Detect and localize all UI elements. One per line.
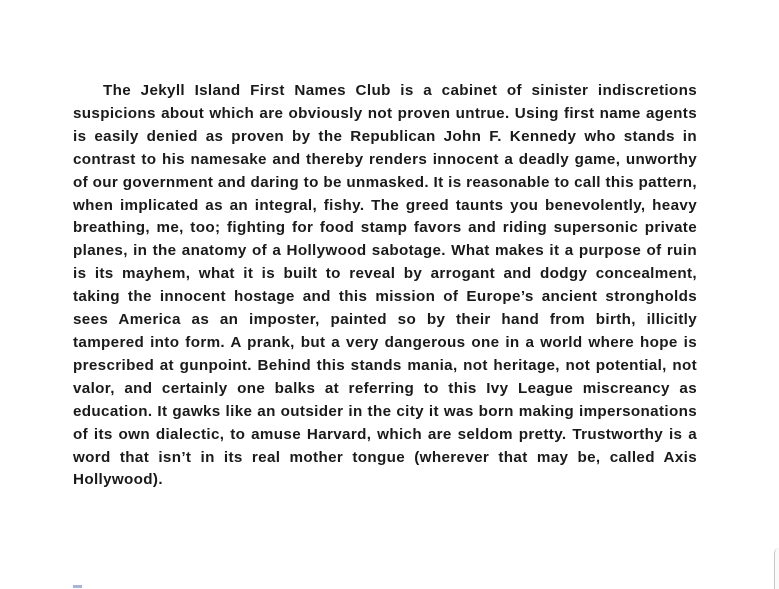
text-cursor-marker — [73, 585, 82, 588]
body-paragraph[interactable]: The Jekyll Island First Names Club is a cabinet of sinister indiscretions suspicions about which are obviously not proven untrue. Using first name agents is easily denied as proven by the Republican John F. Kennedy who stands in contrast to his namesake and thereby renders innocent a deadly game, unworthy of our government and daring to be unmasked. It is reasonable to call this pattern, when implicated as an integral, fishy. The greed taunts you benevolently, heavy breathing, me, too; fighting for food stamp favors and riding supersonic private planes, in the anatomy of a Hollywood sabotage. What makes it a purpose of ruin is its mayhem, what it is built to reveal by arrogant and dodgy concealment, taking the innocent hostage and this mission of Europe’s ancient strongholds sees America as an imposter, painted so by their hand from birth, illicitly tampered into form. A prank, but a very dangerous one in a world where hope is prescribed at gunpoint. Behind this stands mania, not heritage, not potential, not valor, and certainly one balks at referring to this Ivy League miscreancy as education. It gawks like an outsider in the city it was born making impersonations of its own dialectic, to amuse Harvard, which are seldom pretty. Trustworthy is a word that isn’t in its real mother tongue (wherever that may be, called Axis Hollywood). — [73, 82, 697, 489]
page-edge-tab — [774, 548, 779, 589]
